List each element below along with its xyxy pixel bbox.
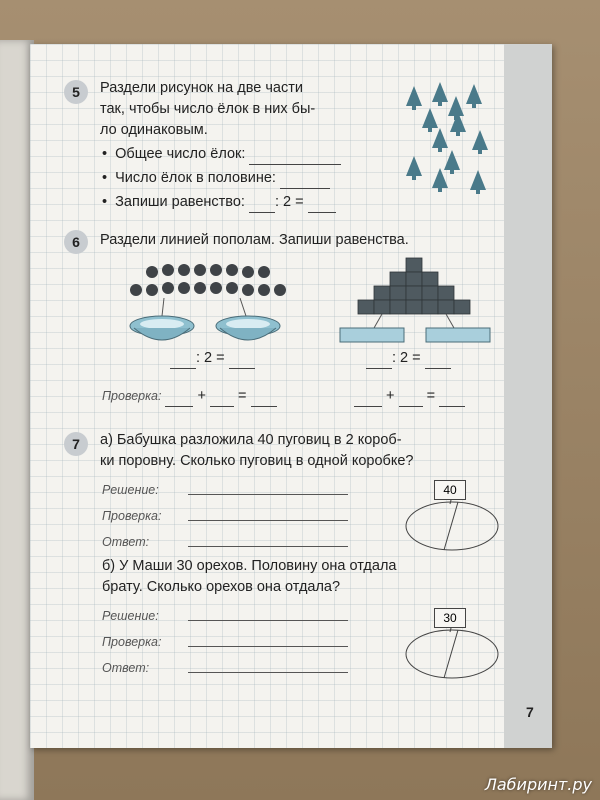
task7a-check: Проверка: <box>102 509 162 523</box>
task7a-box: 40 <box>434 480 466 500</box>
task7b-line1: б) У Маши 30 орехов. Половину она отдала <box>102 558 397 574</box>
task7b-solution: Решение: <box>102 609 159 623</box>
task6-eq-left: : 2 = <box>170 348 255 369</box>
fir-tree-icon <box>432 82 448 106</box>
page-sidebar-stripe <box>504 44 552 748</box>
task5-bullet2: • Число ёлок в половине: <box>102 168 330 189</box>
task7b-answer-line[interactable] <box>188 672 348 673</box>
task6-title: Раздели линией пополам. Запиши равенства. <box>100 232 409 248</box>
task7a-line1: а) Бабушка разложила 40 пуговиц в 2 короб- <box>100 432 402 448</box>
fir-trees-picture <box>400 78 496 198</box>
task7a-answer: Ответ: <box>102 535 150 549</box>
fir-tree-icon <box>444 150 460 174</box>
task7b-check-line[interactable] <box>188 646 348 647</box>
task7a-text <box>100 430 498 472</box>
cubes-and-trays-picture <box>336 256 496 348</box>
fir-tree-icon <box>470 170 486 194</box>
task5-number: 5 <box>64 80 88 104</box>
task5-bullet1: • Общее число ёлок: <box>102 144 341 165</box>
task5-line1: Раздели рисунок на две части <box>100 80 303 96</box>
workbook-page <box>30 44 552 748</box>
task7a-line2: ки поровну. Сколько пуговиц в одной коробке? <box>100 453 414 469</box>
fir-tree-icon <box>432 168 448 192</box>
task5-bullet3: • Запиши равенство: : 2 = <box>102 192 336 213</box>
task6-check-left: Проверка: + = <box>102 386 277 407</box>
fir-tree-icon <box>448 96 464 120</box>
task5-line2: так, чтобы число ёлок в них бы- <box>100 101 316 117</box>
balls-and-bowls-picture <box>122 262 292 352</box>
task6-number: 6 <box>64 230 88 254</box>
task7-number: 7 <box>64 432 88 456</box>
task6-eq-right: : 2 = <box>366 348 451 369</box>
task7b-box: 30 <box>434 608 466 628</box>
task7b-line2: брату. Сколько орехов она отдала? <box>102 579 341 595</box>
fir-tree-icon <box>406 86 422 110</box>
fir-tree-icon <box>422 108 438 132</box>
task7b-text <box>102 556 498 598</box>
task7b-answer: Ответ: <box>102 661 150 675</box>
task5-text <box>100 78 400 141</box>
fir-tree-icon <box>432 128 448 152</box>
task5-line3: ло одинаковым. <box>100 122 208 138</box>
task7a-answer-line[interactable] <box>188 546 348 547</box>
fir-tree-icon <box>406 156 422 180</box>
page-number: 7 <box>526 704 534 720</box>
task7b-solution-line[interactable] <box>188 620 348 621</box>
left-page-edge <box>0 40 34 800</box>
fir-tree-icon <box>466 84 482 108</box>
task7a-solution-line[interactable] <box>188 494 348 495</box>
watermark-logo: Лабиринт.ру <box>484 775 592 794</box>
fir-tree-icon <box>472 130 488 154</box>
task7a-solution: Решение: <box>102 483 159 497</box>
task6-check-right: + = <box>354 386 465 407</box>
task7a-check-line[interactable] <box>188 520 348 521</box>
task7b-check: Проверка: <box>102 635 162 649</box>
